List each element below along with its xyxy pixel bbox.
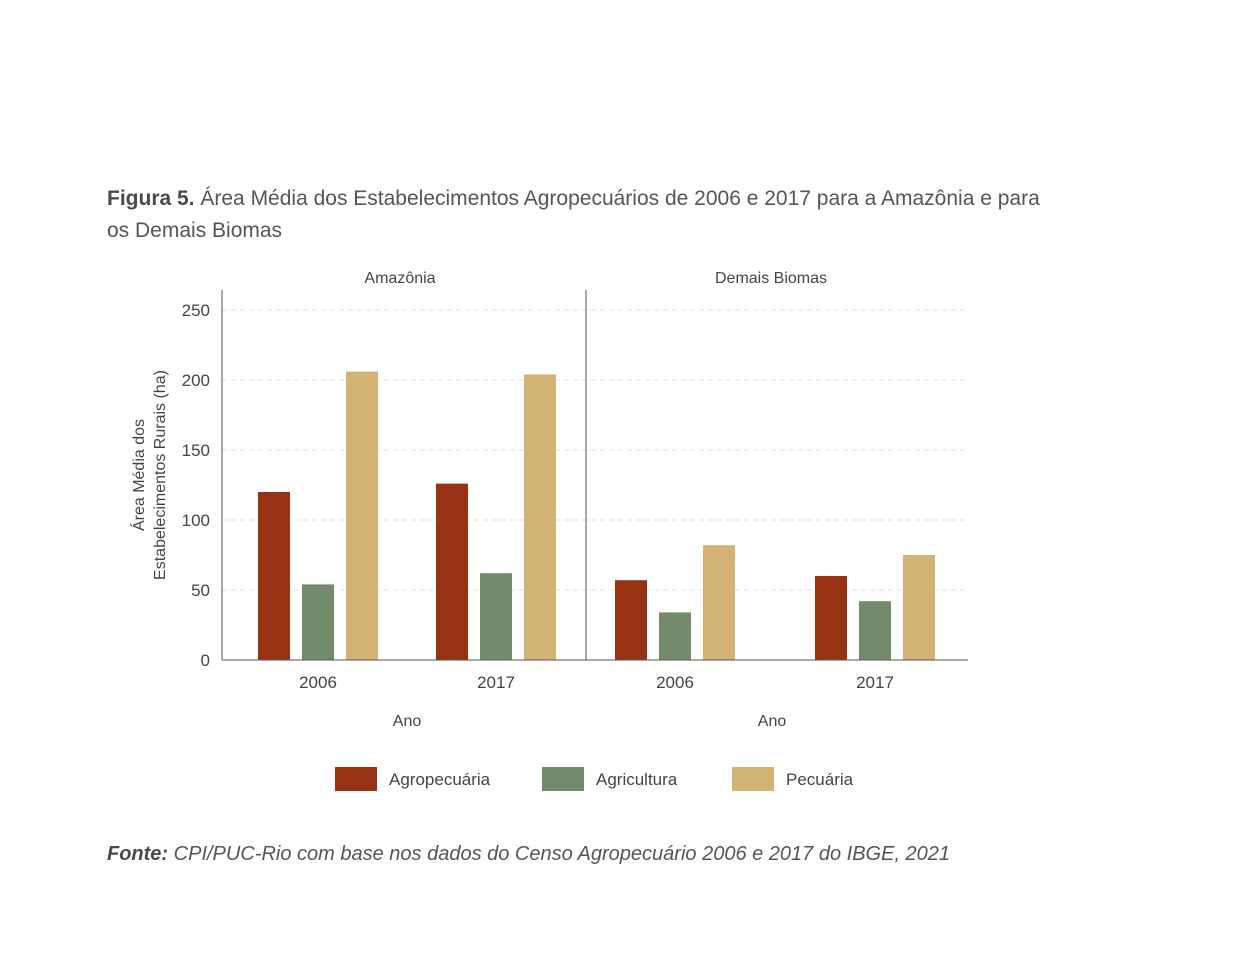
y-axis-label-line: Área Média dos [131, 418, 148, 532]
y-tick-label: 200 [181, 371, 210, 390]
source-text: CPI/PUC-Rio com base nos dados do Censo Agropecuário 2006 e 2017 do IBGE, 2021 [173, 843, 951, 865]
x-tick-label: 2017 [477, 673, 515, 692]
y-axis-label [129, 370, 169, 580]
bar-pecuária-2017 [903, 555, 935, 660]
x-tick-label: 2006 [656, 673, 694, 692]
y-tick-label: 150 [181, 441, 210, 460]
y-tick-label: 0 [200, 651, 210, 670]
bar-pecuária-2006 [346, 372, 378, 660]
panel-title: Amazônia [364, 270, 436, 287]
legend-swatch-pecuária [732, 767, 774, 791]
x-axis-label: Ano [392, 713, 422, 730]
bar-agropecuária-2017 [436, 484, 468, 660]
source-label: Fonte: [107, 843, 169, 865]
bar-agropecuária-2006 [615, 580, 647, 660]
bar-agricultura-2006 [302, 584, 334, 660]
x-tick-label: 2017 [856, 673, 894, 692]
legend-swatch-agricultura [542, 767, 584, 791]
y-tick-label: 100 [181, 511, 210, 530]
y-tick-label: 50 [191, 581, 210, 600]
x-tick-label: 2006 [299, 673, 337, 692]
bar-pecuária-2017 [524, 374, 556, 660]
bar-agropecuária-2017 [815, 576, 847, 660]
y-axis-label-line: Estabelecimentos Rurais (ha) [152, 370, 169, 580]
bar-agricultura-2017 [480, 573, 512, 660]
bar-agricultura-2006 [659, 612, 691, 660]
bar-agricultura-2017 [859, 601, 891, 660]
bar-pecuária-2006 [703, 545, 735, 660]
legend-swatch-agropecuária [335, 767, 377, 791]
panel-title: Demais Biomas [714, 270, 828, 287]
legend-label: Agropecuária [389, 770, 491, 789]
legend-label: Pecuária [786, 770, 854, 789]
figure-label: Figura 5. [107, 187, 195, 210]
y-tick-label: 250 [181, 301, 210, 320]
bar-agropecuária-2006 [258, 492, 290, 660]
figure-source [107, 843, 950, 866]
x-axis-label: Ano [757, 713, 787, 730]
legend-label: Agricultura [596, 770, 678, 789]
figure-title-text: Área Média dos Estabelecimentos Agropecuários de 2006 e 2017 para a Amazônia e para os Demais Biomas [107, 187, 1040, 242]
